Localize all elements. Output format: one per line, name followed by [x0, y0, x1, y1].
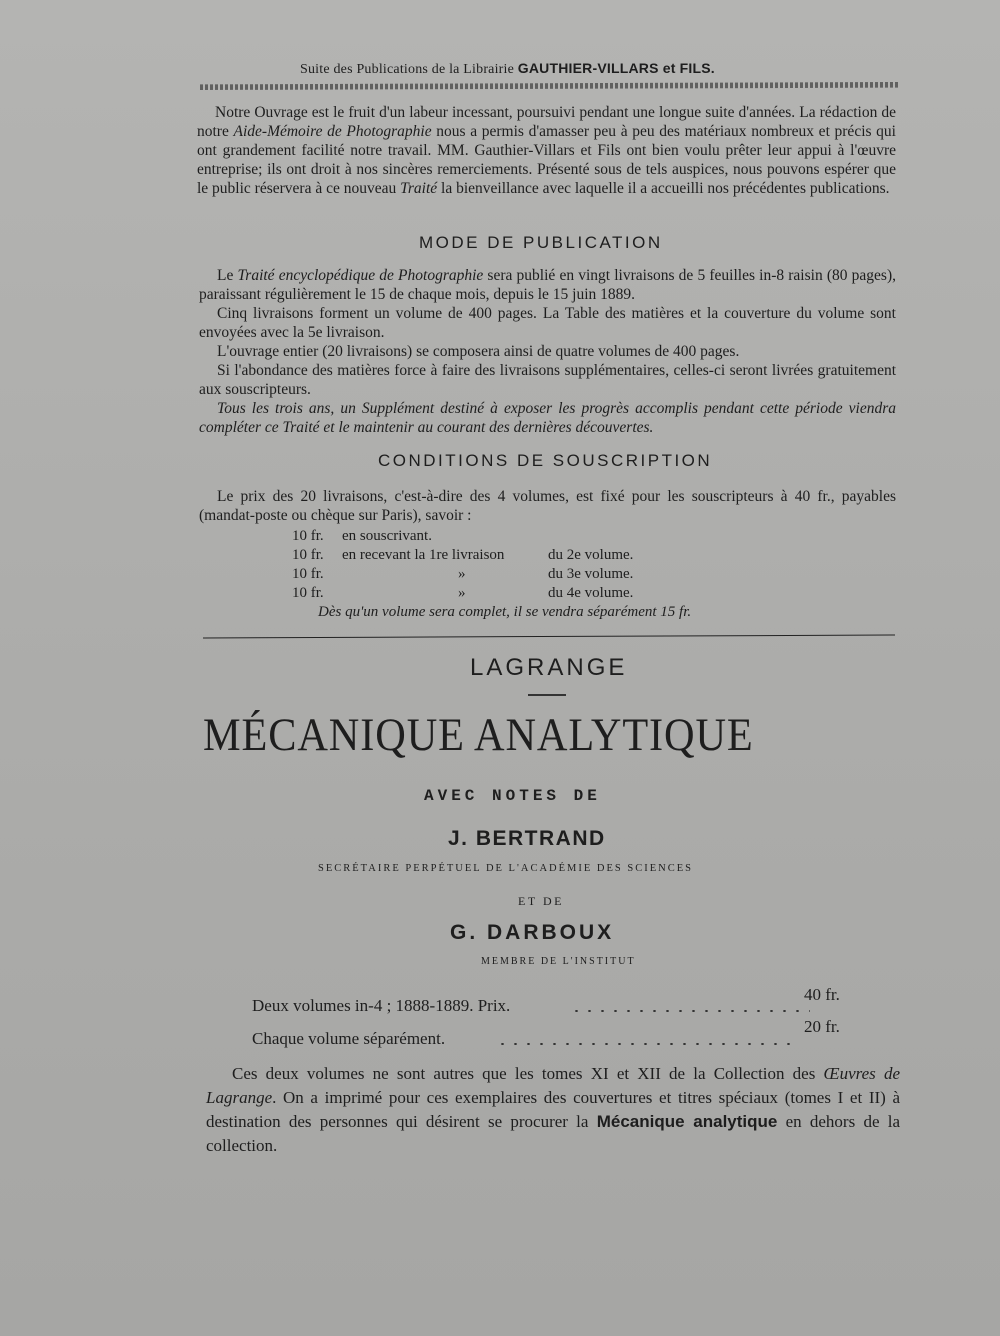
editor-darboux-role: MEMBRE DE L'INSTITUT: [481, 956, 636, 967]
intro-text-1: Notre Ouvrage est le fruit d'un labeur incessant, poursuivi pendant une longue suite d'années.: [215, 104, 796, 121]
leader-dots: [570, 1010, 810, 1012]
mode-section: Le Traité encyclopédique de Photographie sera publié en vingt livraisons de 5 feuilles in-8 raisin (80 pages), paraissant régulièrement le 15 de chaque mois, depuis le 15 juin 1889. Cinq livraisons forment un volume de 400 pages. La Table des matières et la couverture du volume sont envoyées avec la 5e livraison. L'ouvrage entier (20 livraisons) se composera ainsi de quatre volumes de 400 pages. Si l'abondance des matières force à faire des livraisons supplémentaires, celles-ci seront livrées gratuitement aux souscripteurs. Tous les trois ans, un Supplément destiné à exposer les progrès accomplis pendant cette période viendra compléter ce Traité et le maintenir au courant des dernières découvertes.: [199, 267, 896, 436]
leader-dots: [496, 1043, 790, 1045]
mode-heading: MODE DE PUBLICATION: [419, 233, 663, 252]
intro-paragraph: [197, 103, 896, 198]
editor-darboux: G. DARBOUX: [450, 921, 615, 944]
book-title: MÉCANIQUE ANALYTIQUE: [203, 709, 754, 761]
intro-title-aide-memoire: Aide-Mémoire de Photographie: [233, 123, 432, 140]
mode-paragraph-5: Tous les trois ans, un Supplément destiné à exposer les progrès accomplis pendant cette période viendra compléter ce Traité et le maintenir au courant des dernières découvertes.: [199, 400, 896, 436]
document-page: Suite des Publications de la Librairie GAUTHIER-VILLARS et FILS. Notre Ouvrage est le fruit d'un labeur incessant, poursuivi pendant une longue suite d'années. La rédaction de notre Aide-Mémoire de Photographie nous a permis d'amasser peu à peu des matériaux nombreux et précis qui ont grandement facilité notre travail. MM. Gauthier-Villars et Fils ont bien voulu prêter leur appui à l'œuvre entreprise; ils ont droit à nos sincères remerciements. Présenté sous de tels auspices, nous pouvons espérer que le public réservera à ce nouveau Traité la bienveillance avec laquelle il a accueilli nos précédentes publications. MODE DE PUBLICATION Le Traité encyclopédique de Photographie sera publié en vingt livraisons de 5 feuilles in-8 raisin (80 pages), paraissant régulièrement le 15 de chaque mois, depuis le 15 juin 1889. Cinq livraisons forment un volume de 400 pages. La Table des matières et la couverture du volume sont envoyées avec la 5e livraison. L'ouvrage entier (20 livraisons) se composera ainsi de quatre volumes de 400 pages. Si l'abondance des matières force à faire des livraisons supplémentaires, celles-ci seront livrées gratuitement aux souscripteurs. Tous les trois ans, un Supplément destiné à exposer les progrès accomplis pendant cette période viendra compléter ce Traité et le maintenir au courant des dernières découvertes. CONDITIONS DE SOUSCRIPTION Le prix des 20 livraisons, c'est-à-dire des 4 volumes, est fixé pour les souscripteurs à 40 fr., payables (mandat-poste ou chèque sur Paris), savoir : 10 fr. en souscrivant. 10 fr. en recevant la 1re livraison du 2e volume. 10 fr. » du 3e volume. 10 fr. » du 4e volume. Dès qu'un volume sera complet, il se vendra séparément 15 fr. LAGRANGE MÉCANIQUE ANALYTIQUE AVEC NOTES DE J. BERTRAND SECRÉTAIRE PERPÉTUEL DE L'ACADÉMIE DES SCIENCES ET DE G. DARBOUX MEMBRE DE L'INSTITUT Deux volumes in-4 ; 1888-1889. Prix. 40 fr. Chaque volume séparément. 20 fr. Ces deux volumes ne sont autres que les tomes XI et XII de la Collection des Œuvres de Lagrange. On a imprimé pour ces exemplaires des couvertures et titres spéciaux (tomes I et II) à destination des personnes qui désirent se procurer la Mécanique analytique en dehors de la collection.: [0, 0, 1000, 1336]
header-prefix: Suite des Publications de la Librairie: [300, 62, 515, 77]
section-divider: [203, 634, 895, 638]
running-header: [300, 60, 820, 78]
mode-paragraph-4: Si l'abondance des matières force à faire des livraisons supplémentaires, celles-ci seront livrées gratuitement aux souscripteurs.: [199, 362, 896, 398]
title-oeuvres: Œuvres de Lagrange: [206, 1064, 900, 1107]
mode-paragraph-3: L'ouvrage entier (20 livraisons) se composera ainsi de quatre volumes de 400 pages.: [217, 343, 740, 360]
header-publisher: GAUTHIER-VILLARS et FILS.: [517, 60, 715, 76]
price-full: 40 fr.: [804, 985, 840, 1004]
mode-title-traite: Traité encyclopédique de Photographie: [237, 267, 484, 284]
editor-bertrand-role: SECRÉTAIRE PERPÉTUEL DE L'ACADÉMIE DES SCIENCES: [318, 863, 693, 874]
price-single: 20 fr.: [804, 1017, 840, 1036]
title-mecanique: Mécanique analytique: [596, 1112, 778, 1131]
conditions-note: Dès qu'un volume sera complet, il se vendra séparément 15 fr.: [318, 604, 692, 620]
intro-text-4: la bienveillance avec laquelle il a accueilli nos précédentes publications.: [437, 180, 890, 197]
book-description: Ces deux volumes ne sont autres que les tomes XI et XII de la Collection des Œuvres de Lagrange. On a imprimé pour ces exemplaires des couvertures et titres spéciaux (tomes I et II) à destination des personnes qui désirent se procurer la Mécanique analytique en dehors de la collection.: [206, 1064, 900, 1155]
price-line-full: Deux volumes in-4 ; 1888-1889. Prix. 40 fr.: [252, 985, 840, 1015]
et-de: ET DE: [518, 894, 564, 908]
header-wavy-rule: [200, 82, 898, 90]
intro-text-3: nous a permis d'amasser peu à peu des matériaux nombreux et précis qui ont grandement facilité notre travail. MM. Gauthier-Villars et Fils ont bien voulu prêter leur appui à l'œuvre entreprise; ils ont droit à nos sincères remerciements. Présenté sous de tels auspices, nous pouvons espérer que le public réservera à ce nouveau: [197, 123, 896, 197]
avec-notes-de: AVEC NOTES DE: [424, 787, 601, 805]
conditions-heading: CONDITIONS DE SOUSCRIPTION: [378, 451, 713, 470]
price-line-single: Chaque volume séparément. 20 fr.: [252, 1017, 840, 1048]
conditions-paragraph: Le prix des 20 livraisons, c'est-à-dire des 4 volumes, est fixé pour les souscripteurs à 40 fr., payables (mandat-poste ou chèque sur Paris), savoir :: [199, 488, 896, 524]
intro-title-traite: Traité: [400, 180, 438, 197]
intro-text-2: La rédaction de notre: [197, 104, 897, 140]
book-author: LAGRANGE: [470, 654, 628, 681]
editor-bertrand: J. BERTRAND: [448, 827, 606, 850]
author-dash: [528, 694, 566, 696]
mode-paragraph-2: Cinq livraisons forment un volume de 400 pages. La Table des matières et la couverture du volume sont envoyées avec la 5e livraison.: [199, 305, 896, 341]
